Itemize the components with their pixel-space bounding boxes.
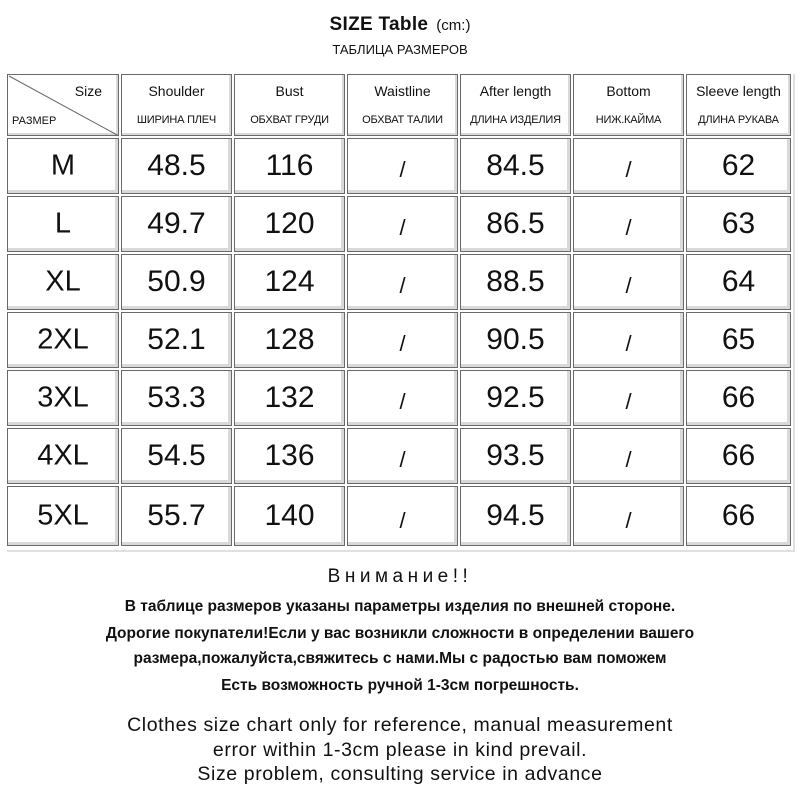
- table-cell: [347, 486, 458, 546]
- corner-header: [7, 74, 119, 136]
- table-cell: [121, 138, 232, 194]
- table-cell: [347, 254, 458, 310]
- column-header-label-ru: ДЛИНА ИЗДЕЛИЯ: [470, 114, 561, 126]
- table-cell: [573, 428, 684, 484]
- table-cell: [686, 196, 791, 252]
- size-cell: [7, 196, 119, 252]
- table-cell: [347, 312, 458, 368]
- table-cell: [234, 370, 345, 426]
- column-header-label-ru: ОБХВАТ ГРУДИ: [250, 114, 329, 126]
- table-cell: [460, 196, 571, 252]
- table-cell: [460, 138, 571, 194]
- bottom-value: /: [625, 331, 632, 357]
- page-title: SIZE Table: [329, 14, 429, 35]
- bottom-value: /: [625, 273, 632, 299]
- bottom-value: /: [625, 389, 632, 415]
- table-cell: [234, 312, 345, 368]
- table-cell: [121, 428, 232, 484]
- bottom-value: /: [625, 447, 632, 473]
- table-cell: [347, 428, 458, 484]
- table-cell: [121, 486, 232, 546]
- page-subtitle: ТАБЛИЦА РАЗМЕРОВ: [332, 42, 468, 57]
- bust-value: 128: [264, 323, 315, 356]
- corner-size-label: Size: [74, 83, 102, 99]
- bust-value: 140: [264, 499, 315, 532]
- size-value: M: [50, 149, 76, 182]
- bust-value: 124: [264, 265, 315, 298]
- size-table: [7, 74, 795, 552]
- unit-label: (cm:): [436, 17, 471, 34]
- after-length-value: 92.5: [486, 381, 545, 414]
- table-cell: [686, 486, 791, 546]
- shoulder-value: 50.9: [147, 265, 206, 298]
- size-cell: [7, 370, 119, 426]
- column-header-label: Sleeve length: [696, 83, 781, 99]
- english-note-line: Clothes size chart only for reference, manual measurement: [127, 714, 673, 736]
- column-header-label: After length: [479, 83, 552, 99]
- bottom-value: /: [625, 215, 632, 241]
- table-cell: [573, 196, 684, 252]
- size-cell: [7, 428, 119, 484]
- table-cell: [234, 196, 345, 252]
- table-cell: [460, 312, 571, 368]
- size-cell: [7, 486, 119, 546]
- shoulder-value: 54.5: [147, 439, 206, 472]
- sleeve-length-value: 66: [721, 381, 756, 414]
- after-length-value: 93.5: [486, 439, 545, 472]
- column-header-bottom: [573, 74, 684, 136]
- sleeve-length-value: 64: [721, 265, 756, 298]
- table-cell: [347, 196, 458, 252]
- size-value: 4XL: [37, 439, 89, 472]
- waistline-value: /: [399, 389, 406, 415]
- sleeve-length-value: 65: [721, 323, 756, 356]
- table-cell: [573, 138, 684, 194]
- size-value: XL: [45, 265, 81, 298]
- table-cell: [573, 486, 684, 546]
- bust-value: 132: [264, 381, 315, 414]
- column-header-waistline: [347, 74, 458, 136]
- bottom-value: /: [625, 157, 632, 183]
- size-cell: [7, 312, 119, 368]
- notice-line: размера,пожалуйста,свяжитесь с нами.Мы с радостью вам поможем: [133, 650, 667, 667]
- table-cell: [234, 138, 345, 194]
- table-cell: [460, 486, 571, 546]
- english-note-line: error within 1-3cm please in kind prevail.: [212, 739, 588, 761]
- table-cell: [686, 254, 791, 310]
- bust-value: 116: [265, 149, 314, 182]
- column-header-label-ru: ОБХВАТ ТАЛИИ: [362, 114, 443, 126]
- title-row: [0, 14, 800, 36]
- bust-value: 120: [264, 207, 315, 240]
- sleeve-length-value: 62: [721, 149, 756, 182]
- corner-size-label-ru: РАЗМЕР: [12, 115, 57, 127]
- shoulder-value: 48.5: [147, 149, 206, 182]
- size-value: 2XL: [37, 323, 89, 356]
- column-header-label: Bottom: [606, 83, 651, 99]
- notice-heading: Внимание!!: [327, 566, 473, 587]
- size-cell: [7, 138, 119, 194]
- notice-line: В таблице размеров указаны параметры изделия по внешней стороне.: [124, 598, 676, 615]
- column-header-label-ru: НИЖ.КАЙМА: [595, 114, 662, 126]
- waistline-value: /: [399, 273, 406, 299]
- table-cell: [573, 312, 684, 368]
- table-cell: [234, 254, 345, 310]
- column-header-label-ru: ШИРИНА ПЛЕЧ: [136, 114, 217, 126]
- table-cell: [573, 370, 684, 426]
- table-cell: [347, 138, 458, 194]
- sleeve-length-value: 66: [721, 499, 756, 532]
- table-cell: [686, 370, 791, 426]
- waistline-value: /: [399, 447, 406, 473]
- column-header-label: Shoulder: [148, 83, 205, 99]
- notice-line: Дорогие покупатели!Если у вас возникли сложности в определении вашего: [105, 625, 695, 642]
- waistline-value: /: [399, 507, 406, 533]
- bust-value: 136: [264, 439, 315, 472]
- table-cell: [347, 370, 458, 426]
- table-cell: [686, 428, 791, 484]
- diagonal-line: [8, 75, 120, 137]
- size-value: L: [54, 207, 72, 240]
- table-cell: [234, 486, 345, 546]
- table-cell: [686, 312, 791, 368]
- shoulder-value: 55.7: [147, 499, 206, 532]
- english-note-line: Size problem, consulting service in advance: [197, 763, 603, 785]
- column-header-shoulder: [121, 74, 232, 136]
- size-cell: [7, 254, 119, 310]
- after-length-value: 94.5: [486, 499, 545, 532]
- shoulder-value: 49.7: [147, 207, 206, 240]
- after-length-value: 86.5: [486, 207, 545, 240]
- shoulder-value: 52.1: [147, 323, 206, 356]
- sleeve-length-value: 66: [721, 439, 756, 472]
- table-cell: [460, 370, 571, 426]
- table-cell: [121, 196, 232, 252]
- column-header-sleeve-length: [686, 74, 791, 136]
- column-header-bust: [234, 74, 345, 136]
- table-cell: [234, 428, 345, 484]
- waistline-value: /: [399, 215, 406, 241]
- column-header-label: Bust: [275, 83, 304, 99]
- bottom-value: /: [625, 507, 632, 533]
- column-header-after-length: [460, 74, 571, 136]
- after-length-value: 90.5: [486, 323, 545, 356]
- table-cell: [460, 254, 571, 310]
- sleeve-length-value: 63: [721, 207, 756, 240]
- after-length-value: 84.5: [486, 149, 545, 182]
- table-cell: [121, 370, 232, 426]
- table-cell: [460, 428, 571, 484]
- size-value: 3XL: [37, 381, 89, 414]
- notice-line: Есть возможность ручной 1-3см погрешность.: [221, 677, 579, 694]
- shoulder-value: 53.3: [147, 381, 206, 414]
- column-header-label-ru: ДЛИНА РУКАВА: [698, 114, 779, 126]
- table-cell: [121, 254, 232, 310]
- after-length-value: 88.5: [486, 265, 545, 298]
- table-cell: [121, 312, 232, 368]
- waistline-value: /: [399, 331, 406, 357]
- table-cell: [686, 138, 791, 194]
- table-cell: [573, 254, 684, 310]
- column-header-label: Waistline: [374, 83, 431, 99]
- waistline-value: /: [399, 157, 406, 183]
- size-value: 5XL: [37, 499, 89, 532]
